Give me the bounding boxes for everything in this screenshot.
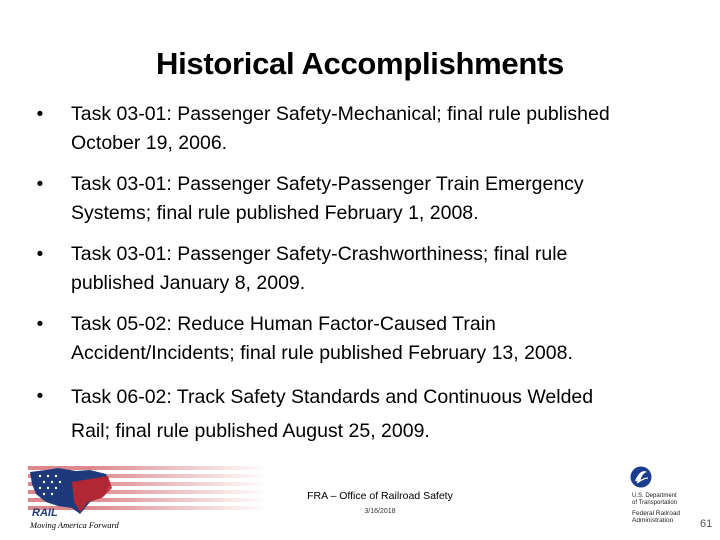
footer-office: FRA – Office of Railroad Safety — [307, 490, 453, 502]
bullet-dot-icon: • — [36, 174, 44, 195]
dot-agency-text — [632, 493, 677, 506]
bullet-line-2: October 19, 2006. — [71, 132, 228, 154]
bullet-line-1: Task 05-02: Reduce Human Factor-Caused Train — [71, 313, 496, 335]
fra-text-line-1: Federal Railroad — [632, 510, 681, 517]
bullet-line-2: Systems; final rule published February 1, 2008. — [71, 202, 479, 224]
rail-logo-text: RAIL — [32, 507, 58, 519]
bullet-item — [30, 170, 690, 228]
dot-text-line-1: U.S. Department — [632, 493, 677, 499]
bullet-dot-icon: • — [36, 104, 44, 125]
bullet-line-2: Accident/Incidents; final rule published February 13, 2008. — [71, 342, 573, 364]
footer-motto: Moving America Forward — [30, 520, 119, 530]
dot-text-line-2: of Transportation — [632, 499, 678, 506]
bullet-line-2: Rail; final rule published August 25, 2009. — [71, 420, 430, 442]
page-number: 61 — [700, 518, 713, 530]
footer-date: 3/16/2018 — [364, 508, 396, 515]
bullet-item — [30, 310, 690, 368]
fra-agency-text — [632, 510, 680, 524]
bullet-dot-icon: • — [36, 386, 44, 407]
bullet-item — [30, 380, 690, 448]
bullet-line-2: published January 8, 2009. — [71, 272, 306, 294]
bullet-dot-icon: • — [36, 244, 44, 265]
slide-title: Historical Accomplishments — [156, 46, 564, 81]
bullet-line-1: Task 03-01: Passenger Safety-Crashworthiness; final rule — [71, 243, 568, 265]
bullet-line-1: Task 06-02: Track Safety Standards and Continuous Welded — [71, 386, 594, 408]
fra-text-line-2: Administration — [632, 517, 674, 524]
bullet-item — [30, 100, 690, 158]
bullet-list — [30, 100, 690, 460]
bullet-item — [30, 240, 690, 298]
bullet-line-1: Task 03-01: Passenger Safety-Mechanical; final rule published — [71, 103, 610, 125]
dot-logo-icon — [630, 466, 652, 488]
bullet-line-1: Task 03-01: Passenger Safety-Passenger Train Emergency — [71, 173, 584, 195]
bullet-dot-icon: • — [36, 314, 44, 335]
